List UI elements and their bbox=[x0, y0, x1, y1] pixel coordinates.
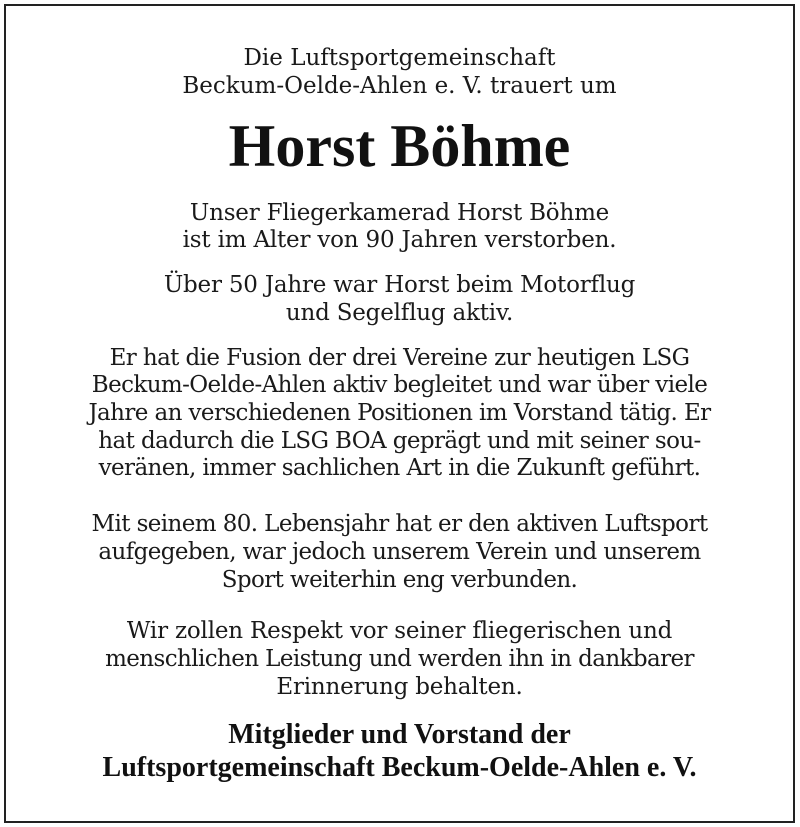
obituary-notice bbox=[4, 4, 795, 823]
paragraph-3-line-1: Er hat die Fusion der drei Vereine zur heutigen LSG bbox=[109, 345, 690, 371]
paragraph-1-line-2: ist im Alter von 90 Jahren verstorben. bbox=[182, 227, 617, 253]
paragraph-1-line-1: Unser Fliegerkamerad Horst Böhme bbox=[189, 200, 610, 226]
signature-line-2: Luftsportgemeinschaft Beckum-Oelde-Ahlen e. V. bbox=[102, 752, 697, 783]
paragraph-3-line-5: veränen, immer sachlichen Art in die Zukunft geführt. bbox=[98, 455, 701, 481]
paragraph-3-line-2: Beckum-Oelde-Ahlen aktiv begleitet und war über viele bbox=[91, 372, 708, 398]
paragraph-4-line-2: aufgegeben, war jedoch unserem Verein und unserem bbox=[98, 539, 701, 565]
paragraph-5-line-1: Wir zollen Respekt vor seiner fliegerischen und bbox=[126, 618, 673, 644]
paragraph-3-line-3: Jahre an verschiedenen Positionen im Vorstand tätig. Er bbox=[88, 400, 711, 426]
paragraph-5-line-2: menschlichen Leistung und werden ihn in dankbarer bbox=[105, 646, 694, 672]
signature-line-1: Mitglieder und Vorstand der bbox=[228, 719, 571, 750]
paragraph-2-line-2: und Segelflug aktiv. bbox=[285, 300, 514, 326]
paragraph-2-line-1: Über 50 Jahre war Horst beim Motorflug bbox=[163, 272, 636, 298]
header-line-2: Beckum-Oelde-Ahlen e. V. trauert um bbox=[182, 73, 617, 99]
paragraph-4-line-1: Mit seinem 80. Lebensjahr hat er den aktiven Luftsport bbox=[91, 511, 708, 537]
paragraph-5-line-3: Erinnerung behalten. bbox=[276, 674, 523, 700]
paragraph-3-line-4: hat dadurch die LSG BOA geprägt und mit seiner sou- bbox=[98, 428, 701, 454]
header-line-1: Die Luftsportgemeinschaft bbox=[243, 45, 556, 71]
deceased-name: Horst Böhme bbox=[228, 113, 571, 179]
paragraph-4-line-3: Sport weiterhin eng verbunden. bbox=[221, 567, 578, 593]
